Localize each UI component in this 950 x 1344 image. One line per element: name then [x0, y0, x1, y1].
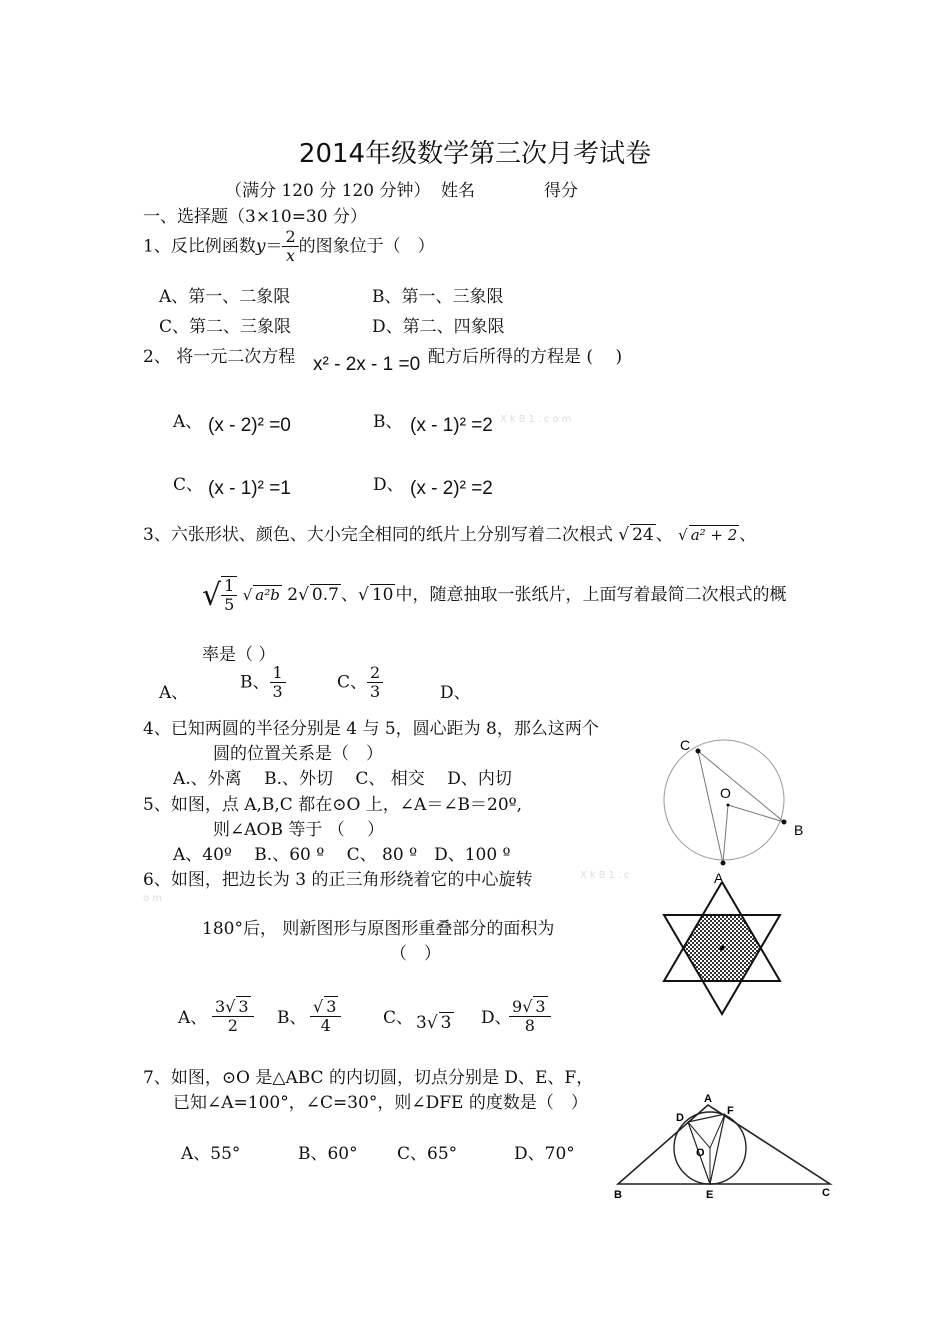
q5-options: A、40º B.、60 º C、 80 º D、100 º	[173, 845, 511, 865]
q2-option-a: (x - 2)² =0	[208, 415, 291, 436]
q7-option-c: C、65°	[397, 1144, 458, 1164]
q6-line-1: 6、如图，把边长为 3 的正三角形绕着它的中心旋转	[143, 870, 533, 890]
q7-label-b: B	[614, 1189, 622, 1201]
q1-option-a: A、第一、二象限	[159, 287, 291, 307]
q3-option-d: D、	[440, 683, 471, 703]
q6-option-d-label: D、	[481, 1008, 512, 1028]
q1-option-d: D、第二、四象限	[372, 317, 505, 337]
q2-option-d: (x - 2)² =2	[410, 478, 493, 499]
q7-option-a: A、55°	[181, 1144, 241, 1164]
q7-line-1: 7、如图，⊙O 是△ABC 的内切圆，切点分别是 D、E、F，	[143, 1068, 594, 1088]
q2-option-a-label: A、	[173, 412, 203, 432]
q2-option-b: (x - 1)² =2	[410, 415, 493, 436]
q3-radical-5: 2√ 0.7	[287, 584, 339, 605]
q6-option-b: $\frac{√ 3}{4}$	[310, 998, 341, 1036]
q3-option-b: B、 $\frac{1}{3}$	[240, 664, 286, 702]
q5-line-1: 5、如图，点 A,B,C 都在⊙O 上，∠A＝∠B＝20º,	[143, 795, 523, 815]
q6-star-figure	[660, 882, 784, 1020]
q6-option-c: 3√ 3	[416, 1013, 452, 1033]
q1-option-c: C、第二、三象限	[159, 317, 292, 337]
question-1	[143, 228, 435, 266]
score-label: 得分	[544, 181, 578, 201]
q7-label-o: O	[696, 1147, 705, 1159]
q3-radical-2: √ a² + 2	[678, 526, 738, 544]
q2-suffix: 配方后所得的方程是 ( )	[428, 347, 623, 367]
exam-info: （满分 120 分 120 分钟）	[225, 181, 431, 201]
q7-line-2: 已知∠A=100°，∠C=30°，则∠DFE 的度数是（ ）	[173, 1093, 588, 1113]
label-a: A	[714, 870, 724, 885]
label-b: B	[794, 822, 804, 838]
q3-radical-4: √ a²b	[242, 585, 280, 604]
q1-option-b: B、第一、三象限	[372, 287, 504, 307]
q2-prefix: 2、 将一元二次方程	[143, 347, 296, 367]
q2-option-c-label: C、	[173, 475, 204, 495]
q6-option-a-label: A、	[178, 1008, 208, 1028]
q7-option-b: B、60°	[298, 1144, 358, 1164]
q1-fraction: $\frac{2}{x}$	[282, 228, 298, 266]
watermark: XkB1.com	[500, 414, 575, 425]
q4-options: A.、外离 B.、外切 C、 相交 D、内切	[173, 769, 512, 789]
name-label: 姓名	[441, 181, 475, 201]
q7-incircle-figure	[610, 1090, 840, 1205]
q5-circle-figure	[660, 735, 810, 885]
q7-option-d: D、70°	[514, 1144, 575, 1164]
q1-suffix: 的图象位于（ ）	[298, 236, 435, 257]
q3-radical-3: √	[202, 577, 222, 613]
section-heading: 一、选择题（3×10=30 分）	[143, 207, 367, 227]
q3-option-c: C、 $\frac{2}{3}$	[337, 664, 383, 702]
q7-label-c: C	[822, 1187, 830, 1199]
q3-radical-1: √ 24	[618, 525, 654, 545]
watermark-2: XkB1.c	[580, 870, 633, 881]
page-title: 2014年级数学第三次月考试卷	[298, 139, 652, 169]
q6-option-a: $\frac{3√ 3}{2}$	[212, 998, 254, 1036]
q4-line-1: 4、已知两圆的半径分别是 4 与 5，圆心距为 8，那么这两个	[143, 719, 599, 739]
q4-line-2: 圆的位置关系是（ ）	[213, 744, 383, 764]
q7-label-d: D	[676, 1112, 684, 1124]
q6-paren: （ ）	[390, 944, 441, 964]
q3-radical-6: √ 10	[357, 584, 394, 605]
q6-line-2: 180°后， 则新图形与原图形重叠部分的面积为	[202, 919, 555, 939]
q2-option-d-label: D、	[373, 475, 404, 495]
q6-option-d: $\frac{9√ 3}{8}$	[509, 998, 551, 1036]
q3-line-3: 率是（ ）	[202, 645, 276, 665]
label-o: O	[720, 785, 731, 801]
q3-option-a: A、	[159, 683, 189, 703]
q7-label-e: E	[706, 1189, 714, 1201]
q2-equation: x² - 2x - 1 =0	[313, 354, 421, 375]
q3-line-1: 3、六张形状、颜色、大小完全相同的纸片上分别写着二次根式 √ 24 、 √ a² + 2 、	[143, 525, 757, 545]
q3-line-2: √ $\frac{1}{5}$ √ a²b 2√ 0.7 、√ 10 中，随意抽取一张纸片，上面写着最简二次根式的概	[202, 576, 787, 615]
q1-y: y	[255, 236, 266, 257]
q7-label-a: A	[704, 1093, 712, 1105]
q6-option-b-label: B、	[277, 1008, 307, 1028]
q5-line-2: 则∠AOB 等于 （ ）	[213, 820, 385, 840]
q7-label-f: F	[727, 1105, 734, 1117]
label-c: C	[680, 737, 691, 753]
q1-eq: ＝	[265, 236, 283, 257]
q6-option-c-label: C、	[383, 1008, 414, 1028]
q1-prefix: 1、反比例函数	[143, 236, 256, 257]
q2-option-b-label: B、	[373, 412, 403, 432]
watermark-3: om	[143, 893, 165, 904]
q2-option-c: (x - 1)² =1	[208, 478, 291, 499]
